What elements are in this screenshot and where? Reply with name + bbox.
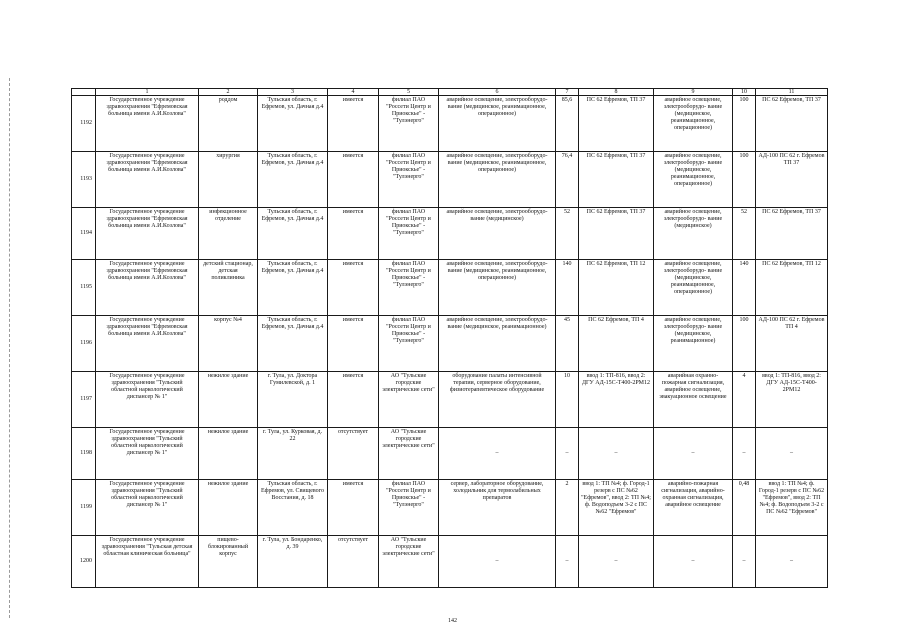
- backup-source-cell: ПС 62 Ефремов, ТП 12: [756, 260, 828, 316]
- address-cell: г. Тула, ул. Курковая, д. 22: [258, 428, 328, 480]
- page-edge-marks: [9, 78, 10, 618]
- address-cell: Тульская область, г. Ефремов, ул. Свищевого Восстания, д. 18: [258, 480, 328, 536]
- institution-cell: Государственное учреждение здравоохранения "Ефремовская больница имени А.И.Козлова": [96, 152, 199, 208]
- backup-source-cell: ввод 1: ТП-816, ввод 2: ДГУ АД-15С-Т400-2РМ12: [756, 372, 828, 428]
- institution-cell: Государственное учреждение здравоохранения "Ефремовская больница имени А.И.Козлова": [96, 208, 199, 260]
- backup-power-cell: –: [733, 428, 756, 480]
- equipment-cell: –: [439, 536, 556, 588]
- backup-power-cell: 140: [733, 260, 756, 316]
- institution-cell: Государственное учреждение здравоохранения "Ефремовская больница имени А.И.Козлова": [96, 260, 199, 316]
- header-cell: 9: [654, 89, 733, 96]
- backup-power-cell: 100: [733, 316, 756, 372]
- institution-cell: Государственное учреждение здравоохранения "Тульский областной наркологический диспансер № 1": [96, 480, 199, 536]
- table-row: [72, 152, 828, 208]
- availability-cell: отсутствует: [328, 536, 379, 588]
- address-cell: Тульская область, г. Ефремов, ул. Дачная д.4: [258, 260, 328, 316]
- header-cell: 2: [199, 89, 258, 96]
- equipment-cell: аварийное освещение, электрооборудо- вание (медицинское, реанимационное, операционное): [439, 96, 556, 152]
- equipment-cell: аварийное освещение, электрооборудо- вание (медицинское, реанимационное): [439, 316, 556, 372]
- table-row: [72, 428, 828, 480]
- equipment-cell: аварийное освещение, электрооборудо- вание (медицинское, реанимационное, операционное): [439, 260, 556, 316]
- availability-cell: имеется: [328, 316, 379, 372]
- equipment-cell: аварийное освещение, электрооборудо- вание (медицинское): [439, 208, 556, 260]
- table-row: [72, 208, 828, 260]
- source-cell: ПС 62 Ефремов, ТП 37: [579, 208, 654, 260]
- supplier-cell: филиал ПАО "Россети Центр и Приокскье" - "Тулэнерго": [379, 152, 439, 208]
- power-cell: 52: [556, 208, 579, 260]
- backup-equipment-cell: аварийное освещение, электрооборудо- вание (медицинское, реанимационное, операционное): [654, 152, 733, 208]
- backup-equipment-cell: аварийное освещение, электрооборудо- вание (медицинское): [654, 208, 733, 260]
- object-cell: пищево-блокированный корпус: [199, 536, 258, 588]
- backup-equipment-cell: аварийное освещение, электрооборудо- вание (медицинское, реанимационное): [654, 316, 733, 372]
- power-cell: 45: [556, 316, 579, 372]
- availability-cell: имеется: [328, 152, 379, 208]
- source-cell: ПС 62 Ефремов, ТП 37: [579, 96, 654, 152]
- object-cell: нежилое здание: [199, 480, 258, 536]
- supplier-cell: филиал ПАО "Россети Центр и Приокскье" - "Тулэнерго": [379, 208, 439, 260]
- backup-equipment-cell: аварийное освещение, электрооборудо- вание (медицинское, реанимационное, операционное): [654, 96, 733, 152]
- backup-source-cell: ПС 62 Ефремов, ТП 37: [756, 96, 828, 152]
- backup-source-cell: –: [756, 536, 828, 588]
- source-cell: –: [579, 536, 654, 588]
- row-number: 1194: [72, 208, 96, 260]
- backup-equipment-cell: аварийно-пожарная сигнализация, аварийно-охранная сигнализация, аварийное освещение: [654, 480, 733, 536]
- row-number: 1196: [72, 316, 96, 372]
- object-cell: корпус №4: [199, 316, 258, 372]
- backup-power-cell: 0,48: [733, 480, 756, 536]
- equipment-cell: сервер, лабораторное оборудование, холодильник для термолабильных препаратов: [439, 480, 556, 536]
- header-cell: 8: [579, 89, 654, 96]
- source-cell: ПС 62 Ефремов, ТП 37: [579, 152, 654, 208]
- object-cell: хирургия: [199, 152, 258, 208]
- availability-cell: имеется: [328, 96, 379, 152]
- backup-source-cell: АД-100 ПС 62 г. Ефремов ТП 4: [756, 316, 828, 372]
- header-cell: 7: [556, 89, 579, 96]
- supplier-cell: филиал ПАО "Россети Центр и Приокскье" - "Тулэнерго": [379, 316, 439, 372]
- backup-power-cell: 52: [733, 208, 756, 260]
- row-number: 1198: [72, 428, 96, 480]
- equipment-cell: –: [439, 428, 556, 480]
- backup-equipment-cell: аварийная охранно-пожарная сигнализация, аварийное освещение, эвакуационное освещение: [654, 372, 733, 428]
- source-cell: ПС 62 Ефремов, ТП 4: [579, 316, 654, 372]
- backup-source-cell: –: [756, 428, 828, 480]
- address-cell: г. Тула, ул. Бондаренко, д. 39: [258, 536, 328, 588]
- table-row: [72, 260, 828, 316]
- institution-cell: Государственное учреждение здравоохранения "Тульский областной наркологический диспансер № 1": [96, 428, 199, 480]
- row-number: 1199: [72, 480, 96, 536]
- address-cell: Тульская область, г. Ефремов, ул. Дачная д.4: [258, 208, 328, 260]
- table-row: [72, 96, 828, 152]
- backup-power-cell: 100: [733, 96, 756, 152]
- availability-cell: имеется: [328, 372, 379, 428]
- backup-equipment-cell: –: [654, 536, 733, 588]
- row-number: 1197: [72, 372, 96, 428]
- backup-power-cell: 4: [733, 372, 756, 428]
- institution-cell: Государственное учреждение здравоохранения "Ефремовская больница имени А.И.Козлова": [96, 316, 199, 372]
- backup-source-cell: АД-100 ПС 62 г. Ефремов ТП 37: [756, 152, 828, 208]
- supplier-cell: АО "Тульские городские электрические сети": [379, 428, 439, 480]
- row-number: 1200: [72, 536, 96, 588]
- header-cell: 10: [733, 89, 756, 96]
- source-cell: ввод 1: ТП №4; ф. Город-1 резерв с ПС №62 "Ефремов", ввод 2: ТП №4; ф. Водоподъем 3-2 с ПС №62 "Ефремов": [579, 480, 654, 536]
- equipment-cell: оборудование палаты интенсивной терапии, серверное оборудование, физиотерапевтическое оборудование: [439, 372, 556, 428]
- header-cell: 11: [756, 89, 828, 96]
- power-cell: 2: [556, 480, 579, 536]
- supplier-cell: АО "Тульские городские электрические сети": [379, 536, 439, 588]
- table-header-row: [72, 89, 828, 96]
- institution-cell: Государственное учреждение здравоохранения "Тульский областной наркологический диспансер № 1": [96, 372, 199, 428]
- table-row: [72, 316, 828, 372]
- power-cell: 76,4: [556, 152, 579, 208]
- row-number: 1192: [72, 96, 96, 152]
- object-cell: детский стационар, детская поликлиника: [199, 260, 258, 316]
- supplier-cell: филиал ПАО "Россети Центр и Приокскье" - "Тулэнерго": [379, 480, 439, 536]
- table-row: [72, 536, 828, 588]
- object-cell: нежилое здание: [199, 372, 258, 428]
- backup-power-cell: 100: [733, 152, 756, 208]
- row-number: 1195: [72, 260, 96, 316]
- header-cell: 6: [439, 89, 556, 96]
- registry-table: [71, 88, 828, 588]
- institution-cell: Государственное учреждение здравоохранения "Тульская детская областная клиническая больница": [96, 536, 199, 588]
- header-cell: 5: [379, 89, 439, 96]
- power-cell: 85,6: [556, 96, 579, 152]
- backup-source-cell: ввод 1: ТП №4; ф. Город-1 резерв с ПС №62 "Ефремов", ввод 2: ТП №4; ф. Водоподъем 3-2 с ПС №62 "Ефремов": [756, 480, 828, 536]
- backup-equipment-cell: аварийное освещение, электрооборудо- вание (медицинское, реанимационное, операционное): [654, 260, 733, 316]
- table-row: [72, 372, 828, 428]
- availability-cell: имеется: [328, 480, 379, 536]
- supplier-cell: филиал ПАО "Россети Центр и Приокскье" - "Тулэнерго": [379, 260, 439, 316]
- backup-equipment-cell: –: [654, 428, 733, 480]
- header-cell: 3: [258, 89, 328, 96]
- address-cell: Тульская область, г. Ефремов, ул. Дачная д.4: [258, 96, 328, 152]
- equipment-cell: аварийное освещение, электрооборудо- вание (медицинское, реанимационное, операционное): [439, 152, 556, 208]
- power-cell: –: [556, 536, 579, 588]
- object-cell: инфекционное отделение: [199, 208, 258, 260]
- object-cell: роддом: [199, 96, 258, 152]
- address-cell: Тульская область, г. Ефремов, ул. Дачная д.4: [258, 152, 328, 208]
- power-cell: –: [556, 428, 579, 480]
- source-cell: –: [579, 428, 654, 480]
- object-cell: нежилое здание: [199, 428, 258, 480]
- source-cell: ПС 62 Ефремов, ТП 12: [579, 260, 654, 316]
- availability-cell: имеется: [328, 208, 379, 260]
- institution-cell: Государственное учреждение здравоохранения "Ефремовская больница имени А.И.Козлова": [96, 96, 199, 152]
- table-row: [72, 480, 828, 536]
- header-cell: 4: [328, 89, 379, 96]
- address-cell: г. Тула, ул. Доктора Гумилевской, д. 1: [258, 372, 328, 428]
- supplier-cell: филиал ПАО "Россети Центр и Приокскье" - "Тулэнерго": [379, 96, 439, 152]
- backup-source-cell: ПС 62 Ефремов, ТП 37: [756, 208, 828, 260]
- source-cell: ввод 1: ТП-816, ввод 2: ДГУ АД-15С-Т400-2РМ12: [579, 372, 654, 428]
- power-cell: 140: [556, 260, 579, 316]
- header-cell: 1: [96, 89, 199, 96]
- availability-cell: имеется: [328, 260, 379, 316]
- power-cell: 10: [556, 372, 579, 428]
- address-cell: Тульская область, г. Ефремов, ул. Дачная д.4: [258, 316, 328, 372]
- backup-power-cell: –: [733, 536, 756, 588]
- availability-cell: отсутствует: [328, 428, 379, 480]
- header-cell-corner: [72, 89, 96, 96]
- supplier-cell: АО "Тульские городские электрические сети": [379, 372, 439, 428]
- row-number: 1193: [72, 152, 96, 208]
- page-number: 142: [448, 618, 457, 624]
